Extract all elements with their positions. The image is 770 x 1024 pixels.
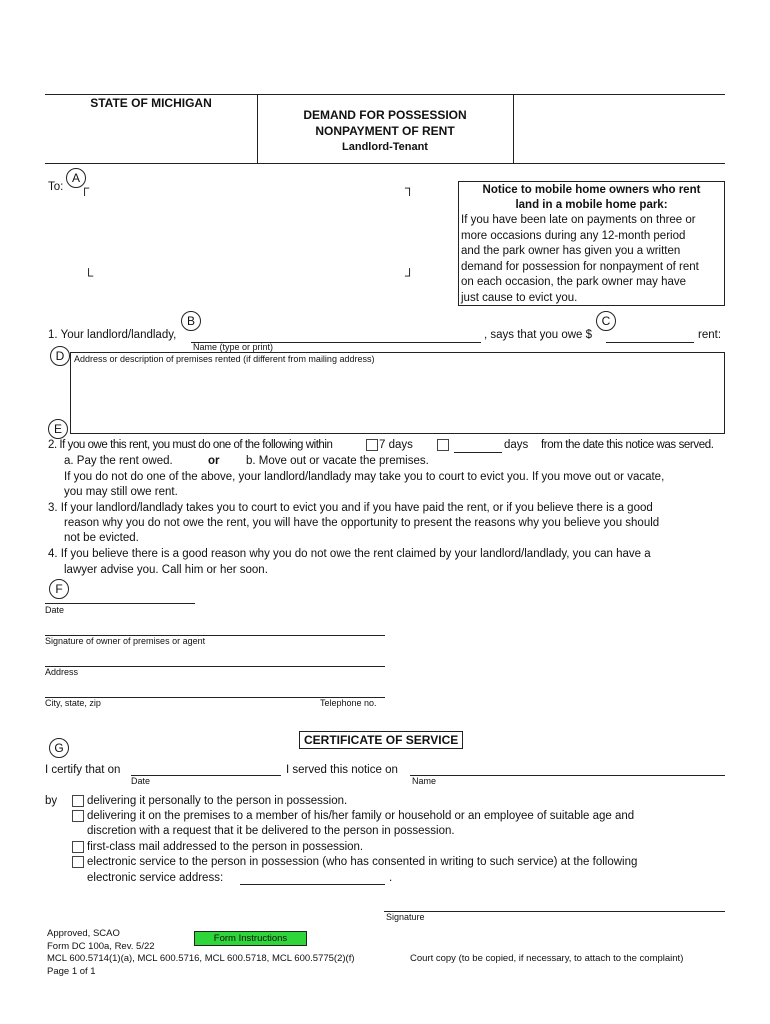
header-bottom-rule	[45, 163, 725, 164]
server-signature-field[interactable]	[384, 911, 725, 912]
address-corner-top-right: ┐	[405, 180, 415, 195]
page-number: Page 1 of 1	[47, 965, 96, 977]
marker-e: E	[48, 419, 68, 439]
mobile-home-notice	[458, 181, 725, 306]
item2-prefix: 2. If you owe this rent, you must do one of the following within	[48, 439, 333, 451]
premises-address-box[interactable]	[70, 352, 725, 434]
service-option-electronic: electronic service to the person in possession (who has consented in writing to such service) at the following	[87, 856, 638, 868]
date-field[interactable]	[45, 603, 195, 604]
title-line-2: NONPAYMENT OF RENT	[315, 124, 455, 138]
address-field[interactable]	[45, 666, 385, 667]
other-days-field[interactable]	[454, 452, 502, 453]
marker-c: C	[596, 311, 616, 331]
address-corner-top-left: ┌	[80, 180, 90, 195]
service-date-label: Date	[131, 776, 151, 786]
statute-references: MCL 600.5714(1)(a), MCL 600.5716, MCL 600.5718, MCL 600.5775(2)(f)	[47, 953, 355, 964]
notice-title-1: Notice to mobile home owners who rent	[482, 184, 701, 196]
title-subtitle: Landlord-Tenant	[342, 141, 428, 153]
item1-prefix: 1. Your landlord/landlady,	[48, 329, 177, 341]
marker-f: F	[49, 579, 69, 599]
approved-text: Approved, SCAO	[47, 928, 120, 939]
header-top-rule	[45, 94, 725, 95]
marker-b: B	[181, 311, 201, 331]
notice-line: just cause to evict you.	[461, 291, 578, 304]
notice-line: demand for possession for nonpayment of rent	[461, 260, 699, 273]
telephone-label: Telephone no.	[320, 698, 377, 708]
item1-mid: , says that you owe $	[484, 329, 593, 341]
notice-line: and the park owner has given you a written	[461, 245, 681, 257]
service-option-premises-cont: discretion with a request that it be delivered to the person in possession.	[87, 825, 455, 837]
form-title	[257, 107, 513, 155]
rent-amount-field[interactable]	[606, 342, 694, 343]
landlord-name-label: Name (type or print)	[193, 342, 274, 352]
address-corner-bottom-right: ┘	[405, 268, 415, 283]
form-number: Form DC 100a, Rev. 5/22	[47, 940, 155, 952]
owner-signature-label: Signature of owner of premises or agent	[45, 636, 206, 646]
served-name-field[interactable]	[410, 775, 725, 776]
marker-g: G	[49, 738, 69, 758]
electronic-service-checkbox[interactable]	[72, 856, 84, 868]
service-option-personal: delivering it personally to the person in possession.	[87, 795, 348, 807]
mail-checkbox[interactable]	[72, 841, 84, 853]
date-label: Date	[45, 605, 65, 615]
electronic-address-period: .	[389, 872, 393, 884]
item3-line3: not be evicted.	[64, 532, 139, 544]
item3-line2: reason why you do not owe the rent, you will have the opportunity to present the reasons why you believe you should	[64, 517, 660, 529]
served-text: I served this notice on	[286, 764, 398, 776]
service-date-field[interactable]	[131, 775, 281, 776]
seven-days-checkbox[interactable]	[366, 439, 378, 451]
notice-title-2: land in a mobile home park:	[515, 199, 668, 211]
notice-line: on each occasion, the park owner may have	[461, 276, 687, 288]
item2-suffix: from the date this notice was served.	[541, 439, 714, 451]
service-option-mail: first-class mail addressed to the person in possession.	[87, 841, 364, 853]
premises-delivery-checkbox[interactable]	[72, 810, 84, 822]
notice-line: If you have been late on payments on three or	[461, 214, 696, 226]
by-label: by	[45, 795, 58, 807]
certify-text: I certify that on	[45, 764, 121, 776]
notice-line: more occasions during any 12-month period	[461, 229, 686, 242]
personal-delivery-checkbox[interactable]	[72, 795, 84, 807]
item2-option-a: a. Pay the rent owed.	[64, 455, 173, 467]
other-days-label: days	[504, 439, 529, 451]
address-corner-bottom-left: └	[84, 268, 94, 283]
state-name: STATE OF MICHIGAN	[90, 96, 212, 110]
form-instructions-button[interactable]: Form Instructions	[194, 931, 307, 946]
title-line-1: DEMAND FOR POSSESSION	[303, 108, 467, 122]
served-name-label: Name	[412, 776, 437, 786]
item2-option-b: b. Move out or vacate the premises.	[246, 455, 429, 467]
marker-d: D	[50, 346, 70, 366]
header-divider-right	[513, 94, 514, 163]
address-label: Address	[45, 667, 79, 677]
other-days-checkbox[interactable]	[437, 439, 449, 451]
court-copy-note: Court copy (to be copied, if necessary, to attach to the complaint)	[410, 953, 684, 964]
seven-days-label: 7 days	[379, 439, 413, 451]
item3-line1: 3. If your landlord/landlady takes you to court to evict you and if you have paid the rent, or if you believe there is a good	[48, 502, 653, 514]
item4-line1: 4. If you believe there is a good reason why you do not owe the rent claimed by your landlord/landlady, you can have a	[48, 548, 651, 560]
marker-a: A	[66, 168, 86, 188]
to-label: To:	[48, 181, 64, 193]
electronic-address-field[interactable]	[240, 884, 385, 885]
item4-line2: lawyer advise you. Call him or her soon.	[64, 564, 268, 576]
city-state-zip-label: City, state, zip	[45, 698, 101, 708]
server-signature-label: Signature	[386, 912, 425, 922]
certificate-title: CERTIFICATE OF SERVICE	[299, 731, 463, 749]
item2-line4: you may still owe rent.	[64, 486, 178, 498]
item1-suffix: rent:	[698, 329, 722, 341]
item2-or: or	[208, 455, 220, 467]
electronic-address-label: electronic service address:	[87, 872, 224, 884]
item2-line3: If you do not do one of the above, your landlord/landlady may take you to court to evict you. If you move out or vacate,	[64, 471, 665, 483]
premises-address-label: Address or description of premises rented (if different from mailing address)	[74, 354, 375, 364]
service-option-premises: delivering it on the premises to a member of his/her family or household or an employee of suitable age and	[87, 810, 635, 822]
